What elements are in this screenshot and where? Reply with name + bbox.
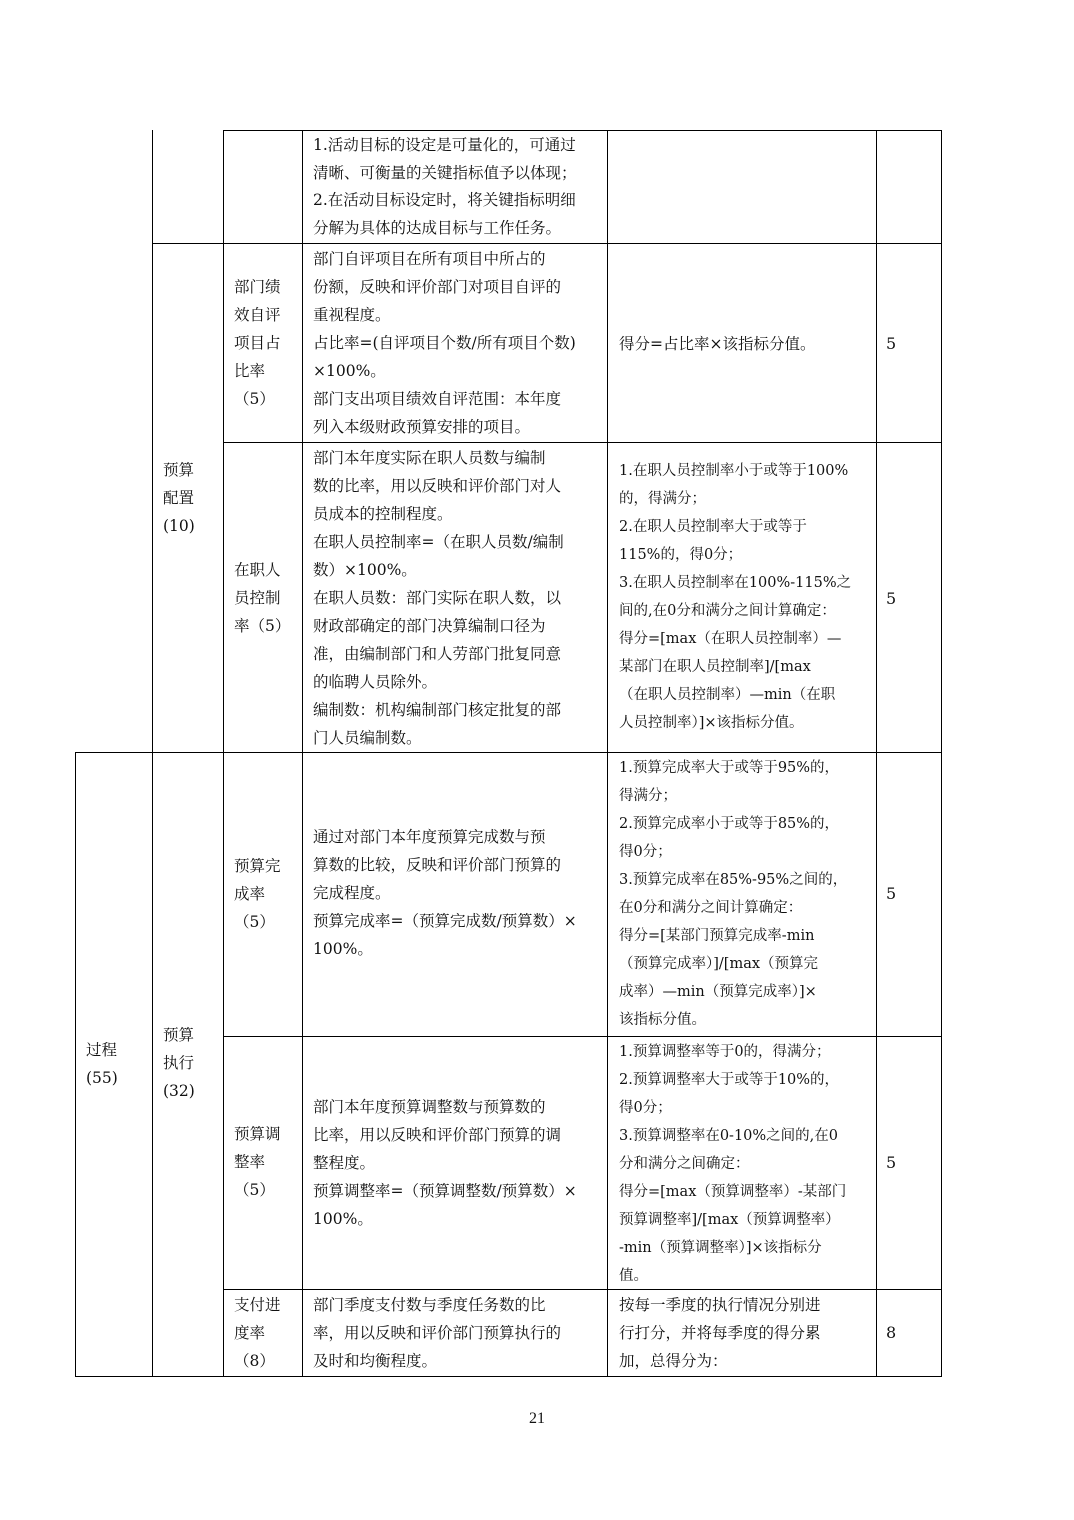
cell-text: 100%。 bbox=[313, 940, 373, 958]
cell-text: 算数的比较，反映和评价部门预算的 bbox=[313, 856, 562, 874]
indicator-text: 效自评 bbox=[234, 306, 281, 324]
cell-text: 重视程度。 bbox=[313, 306, 391, 324]
cell-text: 115%的，得0分； bbox=[619, 547, 743, 563]
score-value: 5 bbox=[886, 334, 897, 353]
row4-indicator-cell bbox=[234, 1120, 302, 1204]
cell-text: 的临聘人员除外。 bbox=[313, 673, 438, 691]
cell-text: 预算调整率=（预算调整数/预算数）× bbox=[313, 1182, 577, 1200]
cell-text: 得分=[max（在职人员控制率）— bbox=[619, 631, 842, 647]
row5-indicator-cell bbox=[234, 1291, 302, 1375]
cell-text: 得0分； bbox=[619, 1100, 672, 1116]
cell-text: 预算完成率=（预算完成数/预算数）× bbox=[313, 912, 577, 930]
group-text: 执行 bbox=[163, 1054, 195, 1072]
cell-text: 编制数：机构编制部门核定批复的部 bbox=[313, 701, 562, 719]
cell-text: 得分=占比率×该指标分值。 bbox=[619, 335, 816, 353]
cell-text: 部门本年度实际在职人员数与编制 bbox=[313, 449, 546, 467]
grid-line bbox=[152, 243, 942, 244]
cell-text: 准，由编制部门和人劳部门批复同意 bbox=[313, 645, 562, 663]
cell-text: 及时和均衡程度。 bbox=[313, 1352, 438, 1370]
group-text: (55) bbox=[86, 1069, 118, 1087]
cell-text: 100%。 bbox=[313, 1210, 373, 1228]
group-text: (10) bbox=[163, 517, 195, 535]
score-value: 8 bbox=[886, 1323, 897, 1342]
indicator-text: 支付进 bbox=[234, 1296, 281, 1314]
row2-score bbox=[886, 585, 896, 613]
grid-line bbox=[75, 752, 76, 1377]
group-text: 预算 bbox=[163, 461, 195, 479]
grid-line bbox=[302, 130, 303, 1377]
cell-text: 部门自评项目在所有项目中所占的 bbox=[313, 250, 546, 268]
row0-definition-cell bbox=[313, 132, 603, 242]
row3-definition-cell bbox=[313, 823, 607, 963]
row4-definition-cell bbox=[313, 1093, 607, 1233]
indicator-text: 比率 bbox=[234, 362, 266, 380]
row2-standard-cell bbox=[619, 457, 876, 737]
indicator-text: 项目占 bbox=[234, 334, 281, 352]
cell-text: 比率，用以反映和评价部门预算的调 bbox=[313, 1126, 562, 1144]
cell-text: 清晰、可衡量的关键指标值予以体现； bbox=[313, 163, 577, 182]
indicator-text: （8） bbox=[234, 1352, 275, 1370]
cell-text: 率，用以反映和评价部门预算执行的 bbox=[313, 1324, 562, 1342]
cell-text: 2.在活动目标设定时，将关键指标明细 bbox=[313, 191, 576, 209]
indicator-text: 率（5） bbox=[234, 617, 291, 635]
cell-text: 3.预算完成率在85%-95%之间的， bbox=[619, 872, 848, 888]
cell-text: 行打分，并将每季度的得分累 bbox=[619, 1324, 821, 1342]
row5-standard-cell bbox=[619, 1291, 876, 1375]
indicator-text: 在职人 bbox=[234, 561, 281, 579]
cell-text: -min（预算调整率）]×该指标分 bbox=[619, 1240, 822, 1256]
page-number: 21 bbox=[529, 1410, 545, 1427]
row3-score bbox=[886, 880, 896, 908]
row1-definition-cell bbox=[313, 245, 607, 441]
row3-indicator-cell bbox=[234, 852, 302, 936]
cell-text: ×100%。 bbox=[313, 362, 386, 380]
cell-text: 2.预算调整率大于或等于10%的， bbox=[619, 1072, 840, 1088]
row3-standard-cell bbox=[619, 754, 876, 1034]
indicator-text: 度率 bbox=[234, 1324, 266, 1342]
group-text: 预算 bbox=[163, 1026, 195, 1044]
cell-text: 在0分和满分之间计算确定： bbox=[619, 900, 803, 916]
row1-score bbox=[886, 330, 896, 358]
group-text: 配置 bbox=[163, 489, 195, 507]
cell-text: 在职人员数：部门实际在职人数，以 bbox=[313, 589, 562, 607]
cell-text: 加，总得分为： bbox=[619, 1352, 728, 1370]
grid-line bbox=[152, 130, 153, 1377]
row4-standard-cell bbox=[619, 1038, 876, 1290]
cell-text: 3.预算调整率在0-10%之间的,在0 bbox=[619, 1128, 839, 1144]
cell-text: 得满分； bbox=[619, 788, 677, 804]
group-process bbox=[86, 1036, 148, 1092]
row5-score bbox=[886, 1319, 896, 1347]
indicator-text: 预算完 bbox=[234, 857, 281, 875]
indicator-text: （5） bbox=[234, 1181, 275, 1199]
group-text: (32) bbox=[163, 1082, 195, 1100]
indicator-text: 部门绩 bbox=[234, 278, 281, 296]
grid-line bbox=[876, 130, 877, 1377]
score-value: 5 bbox=[886, 884, 897, 903]
indicator-text: 员控制 bbox=[234, 589, 281, 607]
cell-text: （预算完成率）]/[max（预算完 bbox=[619, 956, 819, 972]
cell-text: 间的,在0分和满分之间计算确定： bbox=[619, 603, 836, 619]
row4-score bbox=[886, 1149, 896, 1177]
cell-text: 2.预算完成率小于或等于85%的， bbox=[619, 816, 840, 832]
indicator-text: 成率 bbox=[234, 885, 266, 903]
cell-text: 数）×100%。 bbox=[313, 561, 417, 579]
cell-text: 1.活动目标的设定是可量化的，可通过 bbox=[313, 136, 576, 154]
cell-text: 预算调整率]/[max（预算调整率） bbox=[619, 1212, 840, 1228]
cell-text: 部门季度支付数与季度任务数的比 bbox=[313, 1296, 546, 1314]
cell-text: 通过对部门本年度预算完成数与预 bbox=[313, 828, 546, 846]
cell-text: 1.在职人员控制率小于或等于100% bbox=[619, 463, 849, 479]
cell-text: 份额，反映和评价部门对项目自评的 bbox=[313, 278, 562, 296]
cell-text: 1.预算完成率大于或等于95%的， bbox=[619, 760, 840, 776]
cell-text: 分和满分之间确定： bbox=[619, 1156, 750, 1172]
cell-text: 某部门在职人员控制率]/[max bbox=[619, 659, 811, 675]
row5-definition-cell bbox=[313, 1291, 607, 1375]
grid-line bbox=[75, 1376, 942, 1377]
indicator-text: （5） bbox=[234, 913, 275, 931]
group-budget-exec bbox=[163, 1021, 223, 1105]
cell-text: 值。 bbox=[619, 1268, 648, 1284]
cell-text: 部门本年度预算调整数与预算数的 bbox=[313, 1098, 546, 1116]
indicator-text: （5） bbox=[234, 390, 275, 408]
score-value: 5 bbox=[886, 1153, 897, 1172]
grid-line bbox=[223, 130, 942, 131]
score-value: 5 bbox=[886, 589, 897, 608]
grid-line bbox=[607, 130, 608, 1377]
cell-text: 员成本的控制程度。 bbox=[313, 505, 453, 523]
grid-line bbox=[223, 1036, 942, 1037]
cell-text: 分解为具体的达成目标与工作任务。 bbox=[313, 218, 562, 237]
grid-line bbox=[223, 130, 224, 1377]
indicator-text: 预算调 bbox=[234, 1125, 281, 1143]
cell-text: 部门支出项目绩效自评范围：本年度 bbox=[313, 390, 562, 408]
cell-text: 按每一季度的执行情况分别进 bbox=[619, 1296, 821, 1314]
cell-text: 人员控制率）]×该指标分值。 bbox=[619, 715, 804, 731]
cell-text: 成率）—min（预算完成率）]× bbox=[619, 984, 817, 1000]
row1-standard-cell bbox=[619, 330, 874, 358]
group-text: 过程 bbox=[86, 1041, 118, 1059]
cell-text: 1.预算调整率等于0的，得满分； bbox=[619, 1044, 831, 1060]
row2-definition-cell bbox=[313, 444, 607, 752]
row1-indicator-cell bbox=[234, 273, 302, 413]
indicator-text: 整率 bbox=[234, 1153, 266, 1171]
cell-text: 数的比率，用以反映和评价部门对人 bbox=[313, 477, 562, 495]
cell-text: 2.在职人员控制率大于或等于 bbox=[619, 519, 807, 535]
cell-text: 得分=[max（预算调整率）-某部门 bbox=[619, 1184, 847, 1200]
grid-line bbox=[941, 130, 942, 1377]
cell-text: 得分=[某部门预算完成率-min bbox=[619, 928, 815, 944]
cell-text: 完成程度。 bbox=[313, 884, 391, 902]
cell-text: 在职人员控制率=（在职人员数/编制 bbox=[313, 533, 564, 551]
grid-line bbox=[75, 752, 942, 753]
grid-line bbox=[223, 442, 942, 443]
cell-text: 占比率=(自评项目个数/所有项目个数) bbox=[313, 334, 576, 352]
row2-indicator-cell bbox=[234, 556, 302, 640]
group-budget-config bbox=[163, 456, 223, 540]
cell-text: 得0分； bbox=[619, 844, 672, 860]
cell-text: 门人员编制数。 bbox=[313, 729, 422, 747]
cell-text: 财政部确定的部门决算编制口径为 bbox=[313, 617, 546, 635]
cell-text: 3.在职人员控制率在100%-115%之 bbox=[619, 575, 852, 591]
cell-text: 整程度。 bbox=[313, 1154, 376, 1172]
cell-text: （在职人员控制率）—min（在职 bbox=[619, 687, 836, 703]
cell-text: 列入本级财政预算安排的项目。 bbox=[313, 418, 531, 436]
cell-text: 的，得满分； bbox=[619, 491, 706, 507]
cell-text: 该指标分值。 bbox=[619, 1012, 706, 1028]
